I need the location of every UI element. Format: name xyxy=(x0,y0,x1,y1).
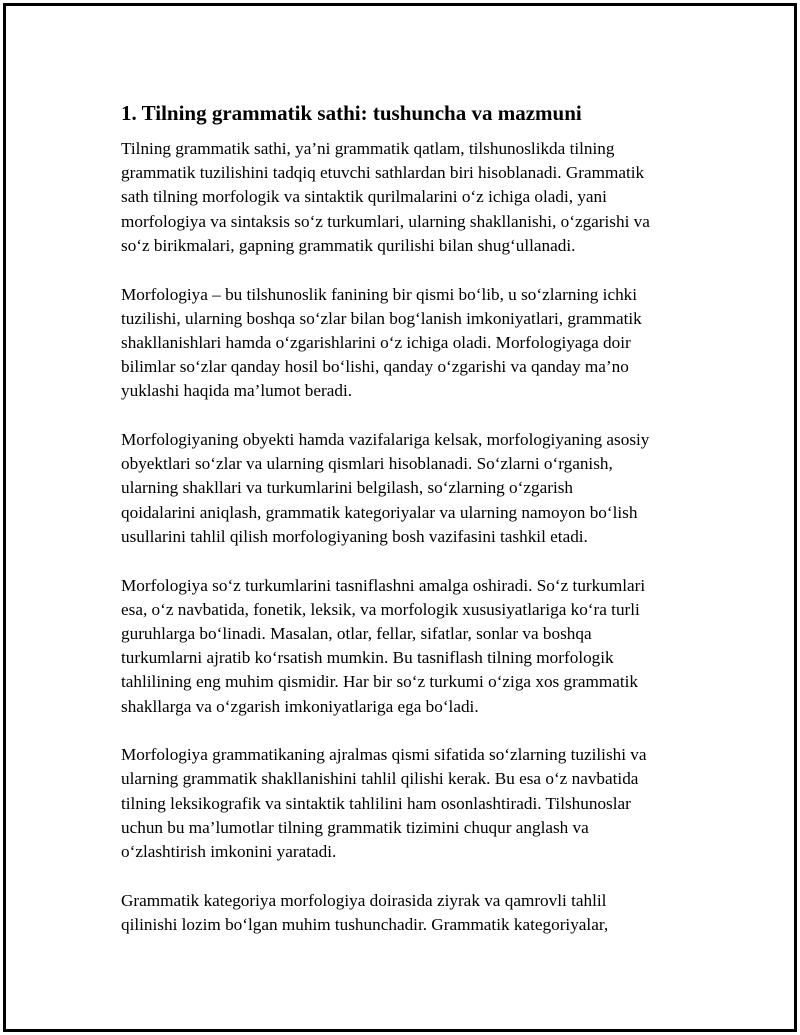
body-paragraph xyxy=(121,428,701,549)
paragraph-line: tuzilishi, ularning boshqa so‘zlar bilan bog‘lanish imkoniyatlari, grammatik xyxy=(121,308,642,328)
paragraph-line: o‘zlashtirish imkonini yaratadi. xyxy=(121,842,337,862)
paragraph-line: tahlilining eng muhim qismidir. Har bir so‘z turkumi o‘ziga xos grammatik xyxy=(121,672,638,692)
paragraph-line: ularning shakllari va turkumlarini belgilash, so‘zlarning o‘zgarish xyxy=(121,478,574,498)
paragraph-line: tilning leksikografik va sintaktik tahlilini ham osonlashtiradi. Tilshunoslar xyxy=(121,793,631,813)
paragraph-line: Grammatik kategoriya morfologiya doirasida ziyrak va qamrovli tahlil xyxy=(121,890,607,910)
paragraph-line: esa, o‘z navbatida, fonetik, leksik, va morfologik xususiyatlariga ko‘ra turli xyxy=(121,599,640,619)
document-content xyxy=(121,101,701,962)
paragraph-line: yuklashi haqida ma’lumot beradi. xyxy=(121,381,353,401)
paragraph-line: shakllanishlari hamda o‘zgarishlarini o‘z ichiga oladi. Morfologiyaga doir xyxy=(121,332,631,352)
body-paragraph xyxy=(121,137,701,258)
paragraph-line: grammatik tuzilishini tadqiq etuvchi sathlardan biri hisoblanadi. Grammatik xyxy=(121,163,645,183)
body-paragraph xyxy=(121,889,701,937)
paragraph-line: qilinishi lozim bo‘lgan muhim tushunchadir. Grammatik kategoriyalar, xyxy=(121,914,609,934)
paragraph-line: shakllarga va o‘zgarish imkoniyatlariga ega bo‘ladi. xyxy=(121,696,479,716)
paragraph-line: so‘z birikmalari, gapning grammatik qurilishi bilan shug‘ullanadi. xyxy=(121,235,576,255)
paragraph-line: sath tilning morfologik va sintaktik qurilmalarini o‘z ichiga oladi, yani xyxy=(121,187,607,207)
paragraph-line: uchun bu ma’lumotlar tilning grammatik tizimini chuqur anglash va xyxy=(121,817,589,837)
paragraph-line: Morfologiya grammatikaning ajralmas qismi sifatida so‘zlarning tuzilishi va xyxy=(121,745,647,765)
paragraph-line: Morfologiyaning obyekti hamda vazifalariga kelsak, morfologiyaning asosiy xyxy=(121,430,650,450)
paragraph-line: guruhlarga bo‘linadi. Masalan, otlar, fellar, sifatlar, sonlar va boshqa xyxy=(121,623,592,643)
paragraph-list xyxy=(121,137,701,937)
paragraph-line: Morfologiya so‘z turkumlarini tasniflashni amalga oshiradi. So‘z turkumlari xyxy=(121,575,646,595)
paragraph-line: qoidalarini aniqlash, grammatik kategoriyalar va ularning namoyon bo‘lish xyxy=(121,502,638,522)
body-paragraph xyxy=(121,574,701,719)
paragraph-line: bilimlar so‘zlar qanday hosil bo‘lishi, qanday o‘zgarishi va qanday ma’no xyxy=(121,357,629,377)
paragraph-line: Tilning grammatik sathi, ya’ni grammatik qatlam, tilshunoslikda tilning xyxy=(121,139,615,158)
paragraph-line: ularning grammatik shakllanishini tahlil qilishi kerak. Bu esa o‘z navbatida xyxy=(121,769,639,789)
body-paragraph xyxy=(121,743,701,864)
paragraph-line: obyektlari so‘zlar va ularning qismlari hisoblanadi. So‘zlarni o‘rganish, xyxy=(121,454,613,474)
paragraph-line: usullarini tahlil qilish morfologiyaning bosh vazifasini tashkil etadi. xyxy=(121,526,588,546)
section-heading: 1. Tilning grammatik sathi: tushuncha va mazmuni xyxy=(121,101,582,125)
body-paragraph xyxy=(121,283,701,404)
paragraph-line: morfologiya va sintaksis so‘z turkumlari, ularning shakllanishi, o‘zgarishi va xyxy=(121,211,650,231)
document-page xyxy=(3,3,797,1032)
paragraph-line: Morfologiya – bu tilshunoslik fanining bir qismi bo‘lib, u so‘zlarning ichki xyxy=(121,284,638,304)
paragraph-line: turkumlarni ajratib ko‘rsatish mumkin. Bu tasniflash tilning morfologik xyxy=(121,648,614,668)
